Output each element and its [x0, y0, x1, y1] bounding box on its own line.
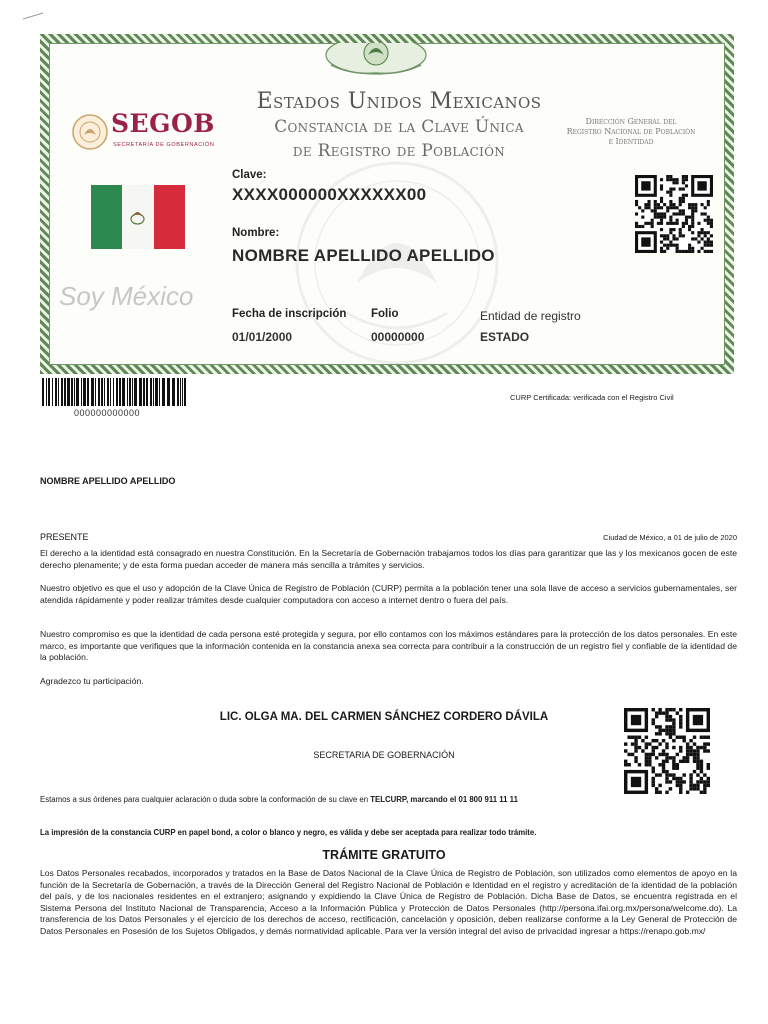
- telcurp-phone: TELCURP, marcando el 01 800 911 11 11: [370, 795, 518, 804]
- pen-mark: [22, 12, 44, 20]
- qr-code-icon: [635, 175, 713, 253]
- segob-logo-subtext: SECRETARÍA DE GOBERNACIÓN: [113, 142, 215, 148]
- signatory-name: LIC. OLGA MA. DEL CARMEN SÁNCHEZ CORDERO DÁVILA: [219, 711, 549, 723]
- folio-value: 00000000: [371, 330, 425, 344]
- letter-paragraph-2: Nuestro objetivo es que el uso y adopción de la Clave Única de Registro de Población (CURP) permita a la población tener una sola llave de acceso a servicios gubernamentales, ser atendida rápidamente y poder realizar trámites desde cualquier computadora con acceso a internet dentro o fuera del país.: [40, 583, 737, 605]
- entidad-registro-value: ESTADO: [480, 330, 530, 344]
- soy-mexico-watermark: Soy México: [59, 281, 194, 311]
- free-procedure-title: TRÁMITE GRATUITO: [322, 848, 446, 862]
- bond-paper-note: La impresión de la constancia CURP en papel bond, a color o blanco y negro, es válida y debe ser aceptada para realizar todo trámite.: [40, 828, 537, 837]
- clave-value: XXXX000000XXXXXX00: [232, 185, 427, 204]
- fecha-inscripcion-label: Fecha de inscripción: [232, 308, 347, 320]
- privacy-notice: Los Datos Personales recabados, incorporados y tratados en la Base de Datos Nacional de la Clave Única de Registro de Población, son utilizados como elementos de apoyo en la función de la Secretaría de Gobernación, a través de la Dirección General del Registro Nacional de Población e Identidad en el registro y acreditación de la identidad de la población del país, y de los nacionales residentes en el extranjero; asignando y expidiendo la Clave Única de Registro de Población. Dicha Base de Datos, se encuentra registrada en el Sistema Persona del Instituto Nacional de Transparencia, Acceso a la Información Pública y Protección de Datos Personales (http://persona.ifai.org.mx/persona/welcome.do). La transferencia de los Datos Personales y el ejercicio de los derechos de acceso, rectificación, cancelación y oposición, deben realizarse conforme a la Ley General de Protección de Datos Personales en Posesión de los Sujetos Obligados, y demás normatividad aplicable. Para ver la versión integral del aviso de privacidad ingresar a https://renapo.gob.mx/: [40, 868, 737, 936]
- folio-label: Folio: [371, 308, 399, 320]
- letter-paragraph-1: El derecho a la identidad está consagrado en nuestra Constitución. En la Secretaría de Gobernación trabajamos todos los días para garantizar que las y los mexicanos gocen de este derecho plenamente; y de esta forma puedan acceder de manera más sencilla a trámites y servicios.: [40, 548, 737, 570]
- certificate-subtitle-line2: de Registro de Población: [292, 141, 506, 161]
- nombre-label: Nombre:: [232, 227, 280, 239]
- directorate-label: Dirección General del Registro Nacional de Población e Identidad: [566, 117, 696, 146]
- recipient-name: NOMBRE APELLIDO APELLIDO: [40, 476, 176, 486]
- barcode-icon: [42, 378, 186, 406]
- curp-certificate-card: [40, 34, 734, 374]
- flag-emblem-icon: [130, 207, 145, 225]
- salutation: PRESENTE: [40, 532, 89, 542]
- segob-seal-icon: [71, 113, 109, 151]
- certified-curp-note: CURP Certificada: verificada con el Registro Civil: [510, 393, 674, 402]
- nombre-value: NOMBRE APELLIDO APELLIDO: [232, 246, 495, 265]
- clave-label: Clave:: [232, 169, 267, 181]
- telcurp-note: Estamos a sus órdenes para cualquier aclaración o duda sobre la conformación de su clave en TELCURP, marcando el 01 800 911 11 11: [40, 795, 518, 804]
- coat-of-arms-icon: [321, 35, 431, 79]
- segob-logo-text: SEGOB: [111, 109, 215, 138]
- barcode-number: 000000000000: [74, 408, 141, 418]
- qr-code-signature-icon: [624, 708, 710, 794]
- place-date: Ciudad de México, a 01 de julio de 2020: [603, 533, 737, 542]
- mexican-flag-icon: [91, 185, 185, 249]
- certificate-title: Estados Unidos Mexicanos: [256, 89, 542, 114]
- certificate-subtitle-line1: Constancia de la Clave Única: [274, 117, 524, 137]
- letter-closing: Agradezco tu participación.: [40, 676, 144, 686]
- signatory-title: SECRETARIA DE GOBERNACIÓN: [313, 750, 455, 760]
- letter-paragraph-3: Nuestro compromiso es que la identidad de cada persona esté protegida y segura, por ello contamos con los máximos estándares para la protección de los datos personales. En este marco, es importante que verifiques que la información contenida en la constancia anexa sea correcta para contribuir a la construcción de un registro fiel y confiable de la identidad de la población.: [40, 629, 737, 662]
- fecha-inscripcion-value: 01/01/2000: [232, 330, 293, 344]
- entidad-registro-label: Entidad de registro: [480, 309, 581, 323]
